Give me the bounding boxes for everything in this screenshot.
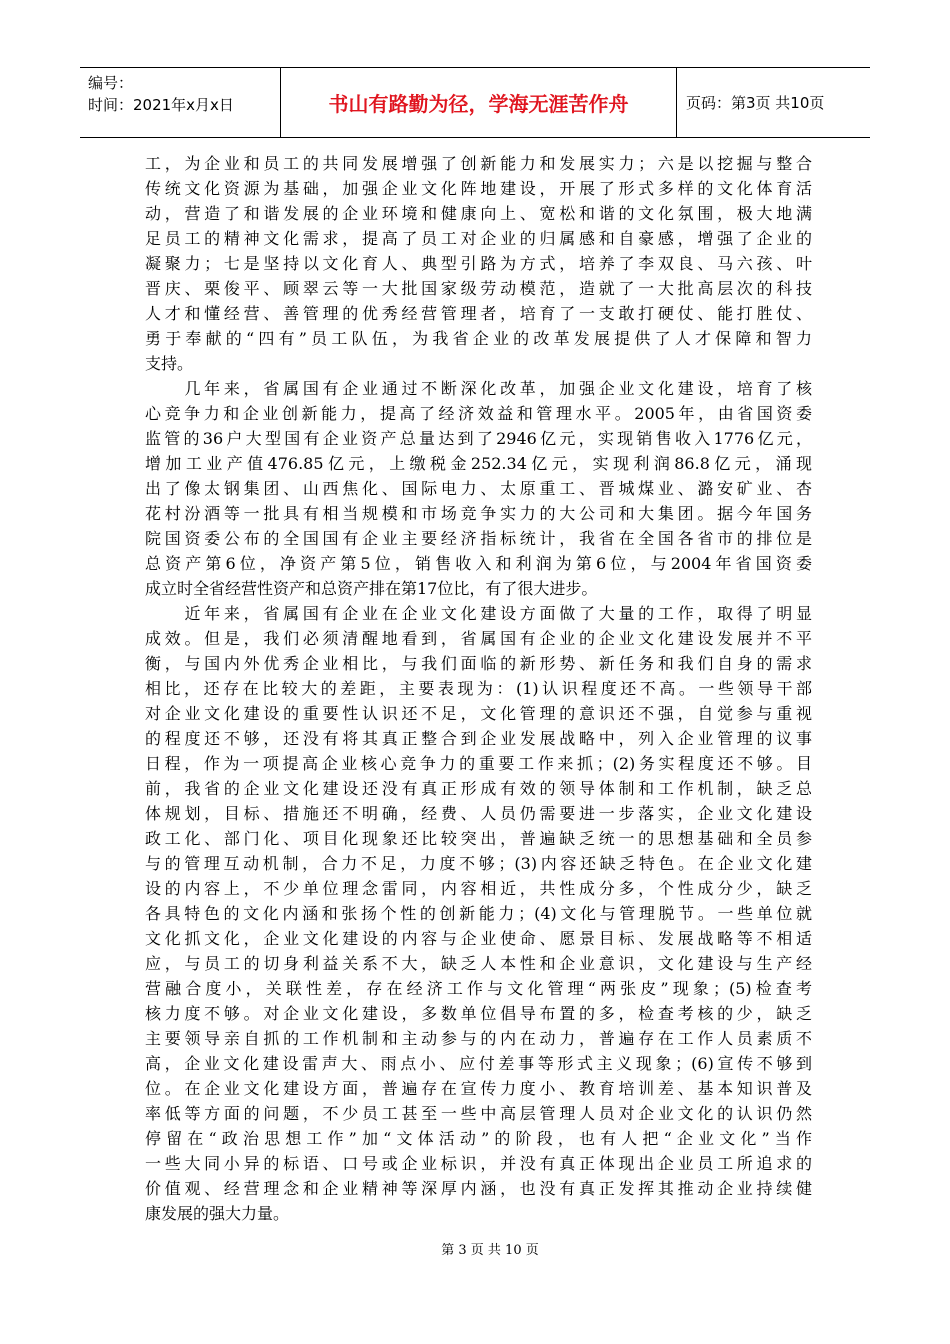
text-line: 晋庆、栗俊平、顾翠云等一大批国家级劳动模范，造就了一大批高层次的科技 — [145, 279, 812, 298]
text-line: 停留在“政治思想工作”加“文体活动”的阶段，也有人把“企业文化”当作 — [145, 1129, 812, 1148]
page-header — [80, 67, 870, 138]
text-line: 支持。 — [145, 354, 194, 373]
text-line: 近年来，省属国有企业在企业文化建设方面做了大量的工作，取得了明显 — [145, 604, 812, 623]
text-line: 人才和懂经营、善管理的优秀经营管理者，培育了一支敢打硬仗、能打胜仗、 — [145, 304, 812, 323]
text-line: 价值观、经营理念和企业精神等深厚内涵，也没有真正发挥其推动企业持续健 — [145, 1179, 812, 1198]
text-line: 的程度还不够，还没有将其真正整合到企业发展战略中，列入企业管理的议事 — [145, 729, 812, 748]
text-line: 勇于奉献的“四有”员工队伍，为我省企业的改革发展提供了人才保障和智力 — [145, 329, 812, 348]
document-number-label: 编号： — [88, 74, 134, 92]
text-line: 前，我省的企业文化建设还没有真正形成有效的领导体制和工作机制，缺乏总 — [145, 779, 812, 798]
page-footer: 第 3 页 共 10 页 — [441, 1243, 539, 1258]
text-line: 应，与员工的切身利益关系不大，缺乏人本性和企业意识，文化建设与生产经 — [145, 954, 812, 973]
text-line: 出了像太钢集团、山西焦化、国际电力、太原重工、晋城煤业、潞安矿业、杏 — [145, 479, 812, 498]
text-line: 康发展的强大力量。 — [145, 1204, 290, 1223]
text-line: 一些大同小异的标语、口号或企业标识，并没有真正体现出企业员工所追求的 — [145, 1154, 812, 1173]
text-line: 核力度不够。对企业文化建设，多数单位倡导布置的多，检查考核的少，缺乏 — [145, 1004, 812, 1023]
text-line: 增加工业产值476.85亿元，上缴税金252.34亿元，实现利润86.8亿元，涌现 — [145, 454, 812, 473]
text-line: 各具特色的文化内涵和张扬个性的创新能力；(4)文化与管理脱节。一些单位就 — [145, 904, 812, 923]
text-line: 心竞争力和企业创新能力，提高了经济效益和管理水平。2005年，由省国资委 — [145, 404, 812, 423]
text-line: 凝聚力；七是坚持以文化育人、典型引路为方式，培养了李双良、马六孩、叶 — [145, 254, 812, 273]
document-body — [145, 151, 812, 1226]
header-page-info: 页码：第3页 共10页 — [686, 94, 825, 112]
header-motto: 书山有路勤为径，学海无涯苦作舟 — [281, 68, 677, 137]
text-line: 与的管理互动机制，合力不足，力度不够；(3)内容还缺乏特色。在企业文化建 — [145, 854, 812, 873]
document-time-label: 时间：2021年x月x日 — [88, 96, 234, 114]
text-line: 总资产第6位，净资产第5位，销售收入和利润为第6位，与2004年省国资委 — [145, 554, 812, 573]
paragraph — [145, 376, 812, 601]
text-line: 成效。但是，我们必须清醒地看到，省属国有企业的企业文化建设发展并不平 — [145, 629, 812, 648]
text-line: 工，为企业和员工的共同发展增强了创新能力和发展实力；六是以挖掘与整合 — [145, 154, 812, 173]
text-line: 传统文化资源为基础，加强企业文化阵地建设，开展了形式多样的文化体育活 — [145, 179, 812, 198]
text-line: 高，企业文化建设雷声大、雨点小、应付差事等形式主义现象；(6)宣传不够到 — [145, 1054, 812, 1073]
text-line: 动，营造了和谐发展的企业环境和健康向上、宽松和谐的文化氛围，极大地满 — [145, 204, 812, 223]
header-meta — [80, 68, 281, 137]
text-line: 营融合度小，关联性差，存在经济工作与文化管理“两张皮”现象；(5)检查考 — [145, 979, 812, 998]
text-line: 花村汾酒等一批具有相当规模和市场竞争实力的大公司和大集团。据今年国务 — [145, 504, 812, 523]
text-line: 足员工的精神文化需求，提高了员工对企业的归属感和自豪感，增强了企业的 — [145, 229, 812, 248]
text-line: 成立时全省经营性资产和总资产排在第17位比，有了很大进步。 — [145, 579, 598, 598]
text-line: 对企业文化建设的重要性认识还不足，文化管理的意识还不强，自觉参与重视 — [145, 704, 812, 723]
text-line: 设的内容上，不少单位理念雷同，内容相近，共性成分多，个性成分少，缺乏 — [145, 879, 812, 898]
text-line: 主要领导亲自抓的工作机制和主动参与的内在动力，普遍存在工作人员素质不 — [145, 1029, 812, 1048]
text-line: 院国资委公布的全国国有企业主要经济指标统计，我省在全国各省市的排位是 — [145, 529, 812, 548]
text-line: 文化抓文化，企业文化建设的内容与企业使命、愿景目标、发展战略等不相适 — [145, 929, 812, 948]
paragraph — [145, 601, 812, 1226]
text-line: 政工化、部门化、项目化现象还比较突出，普遍缺乏统一的思想基础和全员参 — [145, 829, 812, 848]
text-line: 几年来，省属国有企业通过不断深化改革，加强企业文化建设，培育了核 — [145, 379, 812, 398]
text-line: 体规划，目标、措施还不明确，经费、人员仍需要进一步落实，企业文化建设 — [145, 804, 812, 823]
paragraph — [145, 151, 812, 376]
text-line: 相比，还存在比较大的差距，主要表现为：(1)认识程度还不高。一些领导干部 — [145, 679, 812, 698]
text-line: 监管的36户大型国有企业资产总量达到了2946亿元，实现销售收入1776亿元， — [145, 429, 812, 448]
text-line: 位。在企业文化建设方面，普遍存在宣传力度小、教育培训差、基本知识普及 — [145, 1079, 812, 1098]
text-line: 衡，与国内外优秀企业相比，与我们面临的新形势、新任务和我们自身的需求 — [145, 654, 812, 673]
text-line: 率低等方面的问题，不少员工甚至一些中高层管理人员对企业文化的认识仍然 — [145, 1104, 812, 1123]
text-line: 日程，作为一项提高企业核心竞争力的重要工作来抓；(2)务实程度还不够。目 — [145, 754, 812, 773]
